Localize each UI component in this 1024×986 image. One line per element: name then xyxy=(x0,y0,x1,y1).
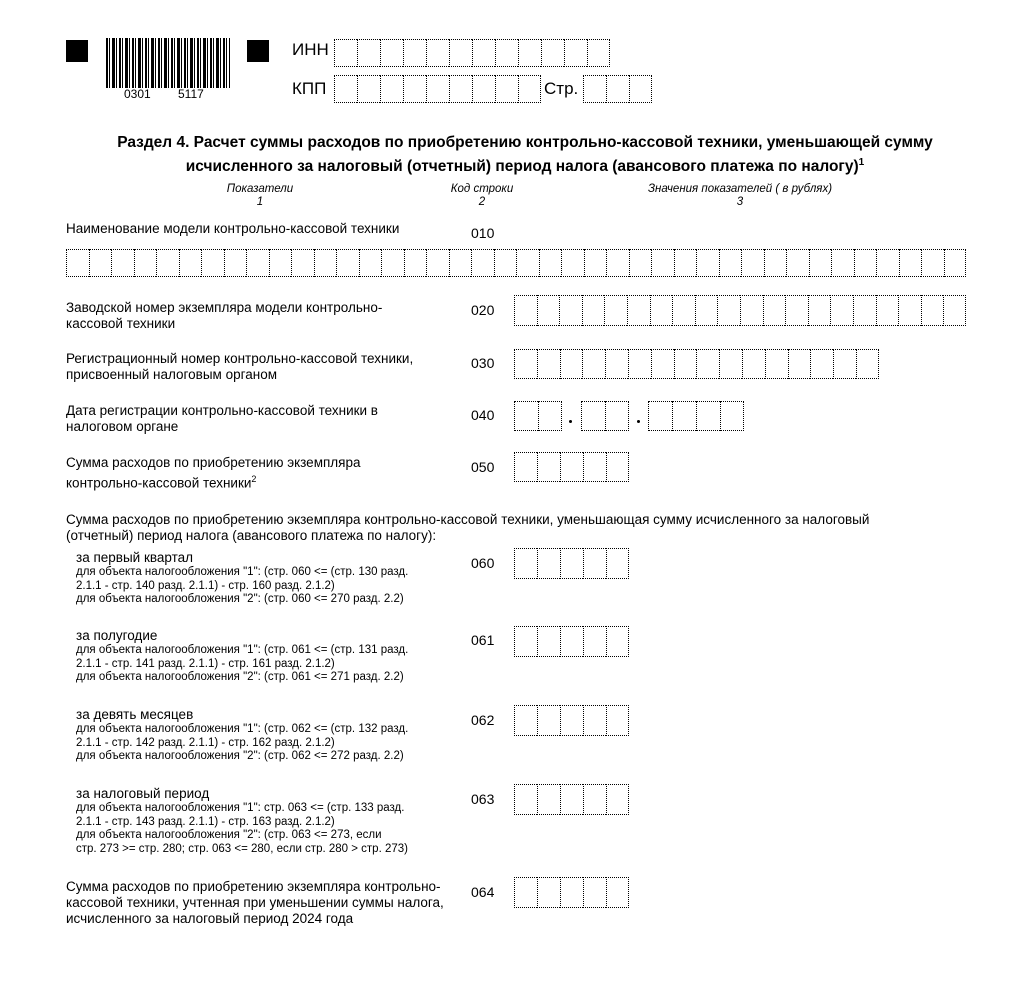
row-061-formula: для объекта налогообложения "1": (стр. 061 <= (стр. 131 разд. 2.1.1 - стр. 141 разд. 2.1.1) - стр. 161 разд. 2.1.2) для объекта налогообложения "2": (стр. 061 <= 271 разд. 2.2) xyxy=(76,644,409,683)
row-020-code: 020 xyxy=(471,302,495,318)
serial-number-field[interactable] xyxy=(514,295,966,326)
row-060-title: за первый квартал xyxy=(76,550,194,565)
row-030-label: Регистрационный номер контрольно-кассовой техники, присвоенный налоговым органом xyxy=(66,351,414,382)
inn-label: ИНН xyxy=(292,40,329,59)
column-header-values: Значения показателей ( в рублях) 3 xyxy=(647,183,833,208)
row-062-code: 062 xyxy=(471,712,495,728)
reduction-group-intro: Сумма расходов по приобретению экземпляра контрольно-кассовой техники, уменьшающая сумму исчисленного за налоговый (отчетный) период налога (авансового платежа по налогу): xyxy=(66,512,870,543)
row-061-title: за полугодие xyxy=(76,628,158,643)
row-062-title: за девять месяцев xyxy=(76,707,194,722)
q1-reduction-field[interactable] xyxy=(514,548,629,579)
row-064-label: Сумма расходов по приобретению экземпляра контрольно- кассовой техники, учтенная при уменьшении суммы налога, исчисленного за налоговый период 2024 года xyxy=(66,879,444,926)
column-header-indicators: Показатели 1 xyxy=(226,183,294,208)
corner-marker-left xyxy=(66,40,88,62)
row-062-formula: для объекта налогообложения "1": (стр. 062 <= (стр. 132 разд. 2.1.1 - стр. 142 разд. 2.1.1) - стр. 162 разд. 2.1.2) для объекта налогообложения "2": (стр. 062 <= 272 разд. 2.2) xyxy=(76,723,409,762)
date-separator-dot xyxy=(569,420,572,423)
title-footnote: 1 xyxy=(858,157,865,168)
kpp-label: КПП xyxy=(292,79,327,98)
row-063-formula: для объекта налогообложения "1": стр. 063 <= (стр. 133 разд. 2.1.1 - стр. 143 разд. 2.1.1) - стр. 163 разд. 2.1.2) для объекта налогообложения "2": (стр. 063 <= 273, если стр. 273 >= стр. 280; стр. 063 <= 280, если стр. 280 > стр. 273) xyxy=(76,802,408,855)
tax-period-reduction-field[interactable] xyxy=(514,784,629,815)
page-label: Стр. xyxy=(544,79,579,98)
registration-day-field[interactable] xyxy=(514,401,562,431)
registration-month-field[interactable] xyxy=(581,401,629,431)
row-063-code: 063 xyxy=(471,791,495,807)
row-063-title: за налоговый период xyxy=(76,786,210,801)
row-030-code: 030 xyxy=(471,355,495,371)
registration-year-field[interactable] xyxy=(648,401,744,431)
row-020-label: Заводской номер экземпляра модели контрольно- кассовой техники xyxy=(66,300,383,331)
purchase-expense-field[interactable] xyxy=(514,452,629,482)
row-010-label: Наименование модели контрольно-кассовой техники xyxy=(66,221,400,236)
barcode-number-left: 0301 xyxy=(124,87,151,101)
row-064-code: 064 xyxy=(471,884,495,900)
row-050-label: Сумма расходов по приобретению экземпляра контрольно-кассовой техники$^2$ xyxy=(66,455,361,491)
row-060-formula: для объекта налогообложения "1": (стр. 060 <= (стр. 130 разд. 2.1.1 - стр. 140 разд. 2.1.1) - стр. 160 разд. 2.1.2) для объекта налогообложения "2": (стр. 060 <= 270 разд. 2.2) xyxy=(76,566,409,605)
corner-marker-right xyxy=(247,40,269,62)
barcode-number-right: 5117 xyxy=(178,87,204,101)
column-header-line-code: Код строки 2 xyxy=(450,183,514,208)
row-061-code: 061 xyxy=(471,632,495,648)
model-name-field[interactable] xyxy=(66,249,966,277)
row-040-label: Дата регистрации контрольно-кассовой техники в налоговом органе xyxy=(66,403,378,434)
kpp-field[interactable] xyxy=(334,75,541,103)
page-number-field[interactable] xyxy=(583,75,652,103)
row-050-code: 050 xyxy=(471,459,495,475)
row-010-code: 010 xyxy=(471,225,495,241)
inn-field[interactable] xyxy=(334,39,610,67)
half-year-reduction-field[interactable] xyxy=(514,626,629,657)
section-title: Раздел 4. Расчет суммы расходов по приобретению контрольно-кассовой техники, уменьшающей сумму исчисленного за налоговый (отчетный) период налога (авансового платежа по налогу)$^1$ xyxy=(117,134,933,176)
prior-year-reduction-field[interactable] xyxy=(514,877,629,908)
row-060-code: 060 xyxy=(471,555,495,571)
nine-months-reduction-field[interactable] xyxy=(514,705,629,736)
row-040-code: 040 xyxy=(471,407,495,423)
date-separator-dot xyxy=(637,420,640,423)
row-050-footnote: 2 xyxy=(251,474,257,484)
registration-number-field[interactable] xyxy=(514,349,879,379)
barcode xyxy=(106,38,230,88)
